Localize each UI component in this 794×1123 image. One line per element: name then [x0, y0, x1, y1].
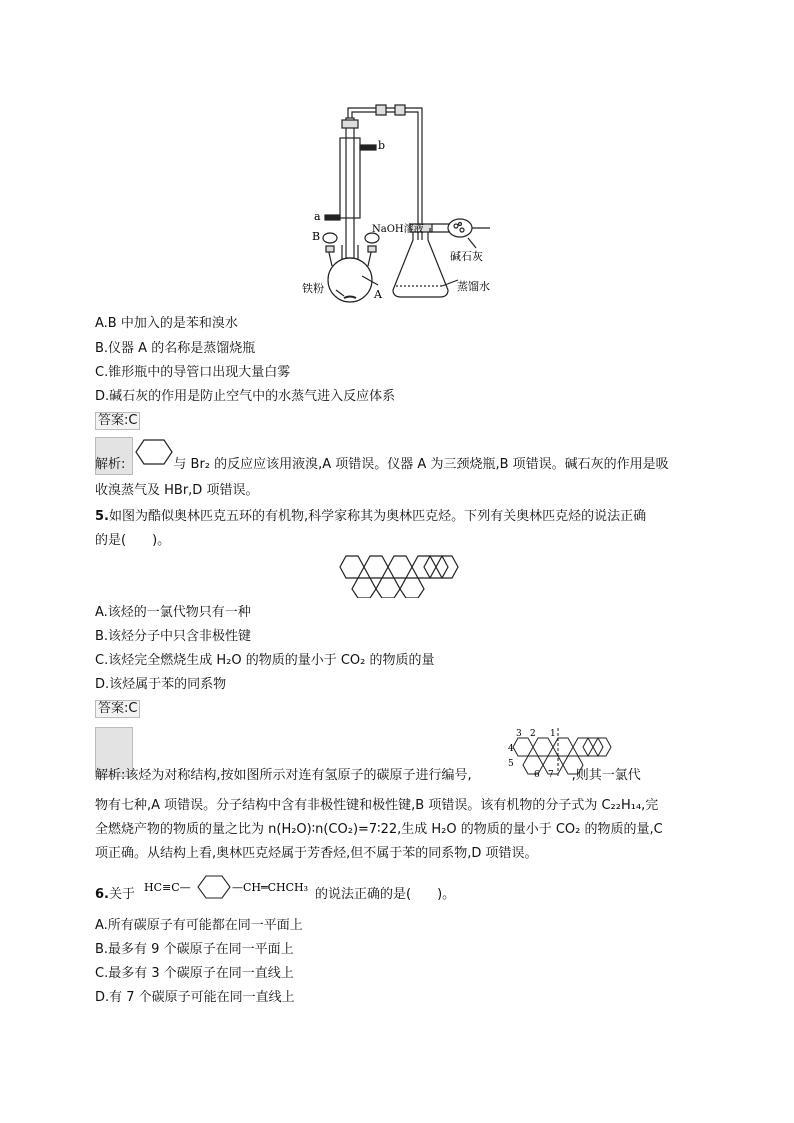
q4-option-c: C.锥形瓶中的导管口出现大量白雾	[95, 365, 291, 380]
q6-formula-left: HC≡C—	[144, 881, 191, 894]
label-B: B	[312, 230, 321, 243]
q6-formula-right: —CH═CHCH₃	[232, 881, 309, 894]
label-A: A	[374, 288, 382, 301]
num-5: 5	[508, 759, 514, 769]
q5-option-b: B.该烃分子中只含非极性键	[95, 629, 252, 644]
olympic-hydrocarbon-structure	[334, 552, 460, 598]
num-6: 6	[534, 770, 540, 778]
num-4: 4	[508, 744, 514, 754]
q4-option-b: B.仪器 A 的名称是蒸馏烧瓶	[95, 341, 256, 356]
label-b: b	[378, 139, 386, 152]
q6-option-b: B.最多有 9 个碳原子在同一平面上	[95, 942, 294, 957]
q6-stem: 6.关于 的说法正确的是( )。	[95, 887, 456, 902]
q6-option-c: C.最多有 3 个碳原子在同一直线上	[95, 966, 294, 981]
q6-option-a: A.所有碳原子有可能都在同一平面上	[95, 918, 303, 933]
q5-analysis-line1: 解析:该烃为对称结构,按如图所示对连有氢原子的碳原子进行编号, ,则其一氯代	[95, 768, 641, 783]
label-iron-powder: 铁粉	[302, 282, 324, 295]
label-distilled-water: 蒸馏水	[457, 280, 490, 293]
label-a: a	[314, 210, 321, 223]
q4-option-a: A.B 中加入的是苯和溴水	[95, 316, 238, 331]
q5-option-a: A.该烃的一氯代物只有一种	[95, 605, 251, 620]
q5-analysis-line2: 物有七种,A 项错误。分子结构中含有非极性键和极性键,B 项错误。该有机物的分子式为 C₂₂H₁₄,完	[95, 798, 659, 813]
apparatus-figure	[300, 100, 500, 305]
q5-option-c: C.该烃完全燃烧生成 H₂O 的物质的量小于 CO₂ 的物质的量	[95, 653, 435, 668]
q4-option-d: D.碱石灰的作用是防止空气中的水蒸气进入反应体系	[95, 389, 396, 404]
q4-analysis-line2: 收溴蒸气及 HBr,D 项错误。	[95, 483, 259, 498]
q5-stem-line1: 5.如图为酷似奥林匹克五环的有机物,科学家称其为奥林匹克烃。下列有关奥林匹克烃的说法正确	[95, 509, 647, 524]
q6-structure	[142, 872, 320, 902]
q4-answer: 答案:C	[95, 412, 140, 430]
num-7: 7	[548, 770, 554, 778]
label-soda-lime: 碱石灰	[450, 250, 483, 263]
q5-analysis-line4: 项正确。从结构上看,奥林匹克烃属于芳香烃,但不属于苯的同系物,D 项错误。	[95, 846, 538, 861]
q5-option-d: D.该烃属于苯的同系物	[95, 677, 227, 692]
num-3: 3	[516, 729, 522, 739]
label-naoh: NaOH溶液	[372, 224, 424, 235]
q5-analysis-line3: 全燃烧产物的物质的量之比为 n(H₂O)∶n(CO₂)=7∶22,生成 H₂O 的物质的量小于 CO₂ 的物质的量,C	[95, 822, 663, 837]
num-1: 1	[550, 729, 556, 739]
q5-stem-line2: 的是( )。	[95, 533, 171, 548]
q4-analysis-line1: 解析: 与 Br₂ 的反应应该用液溴,A 项错误。仪器 A 为三颈烧瓶,B 项错误。碱石灰的作用是吸	[95, 457, 669, 472]
q5-answer: 答案:C	[95, 700, 140, 718]
num-2: 2	[530, 729, 536, 739]
q6-option-d: D.有 7 个碳原子可能在同一直线上	[95, 990, 295, 1005]
